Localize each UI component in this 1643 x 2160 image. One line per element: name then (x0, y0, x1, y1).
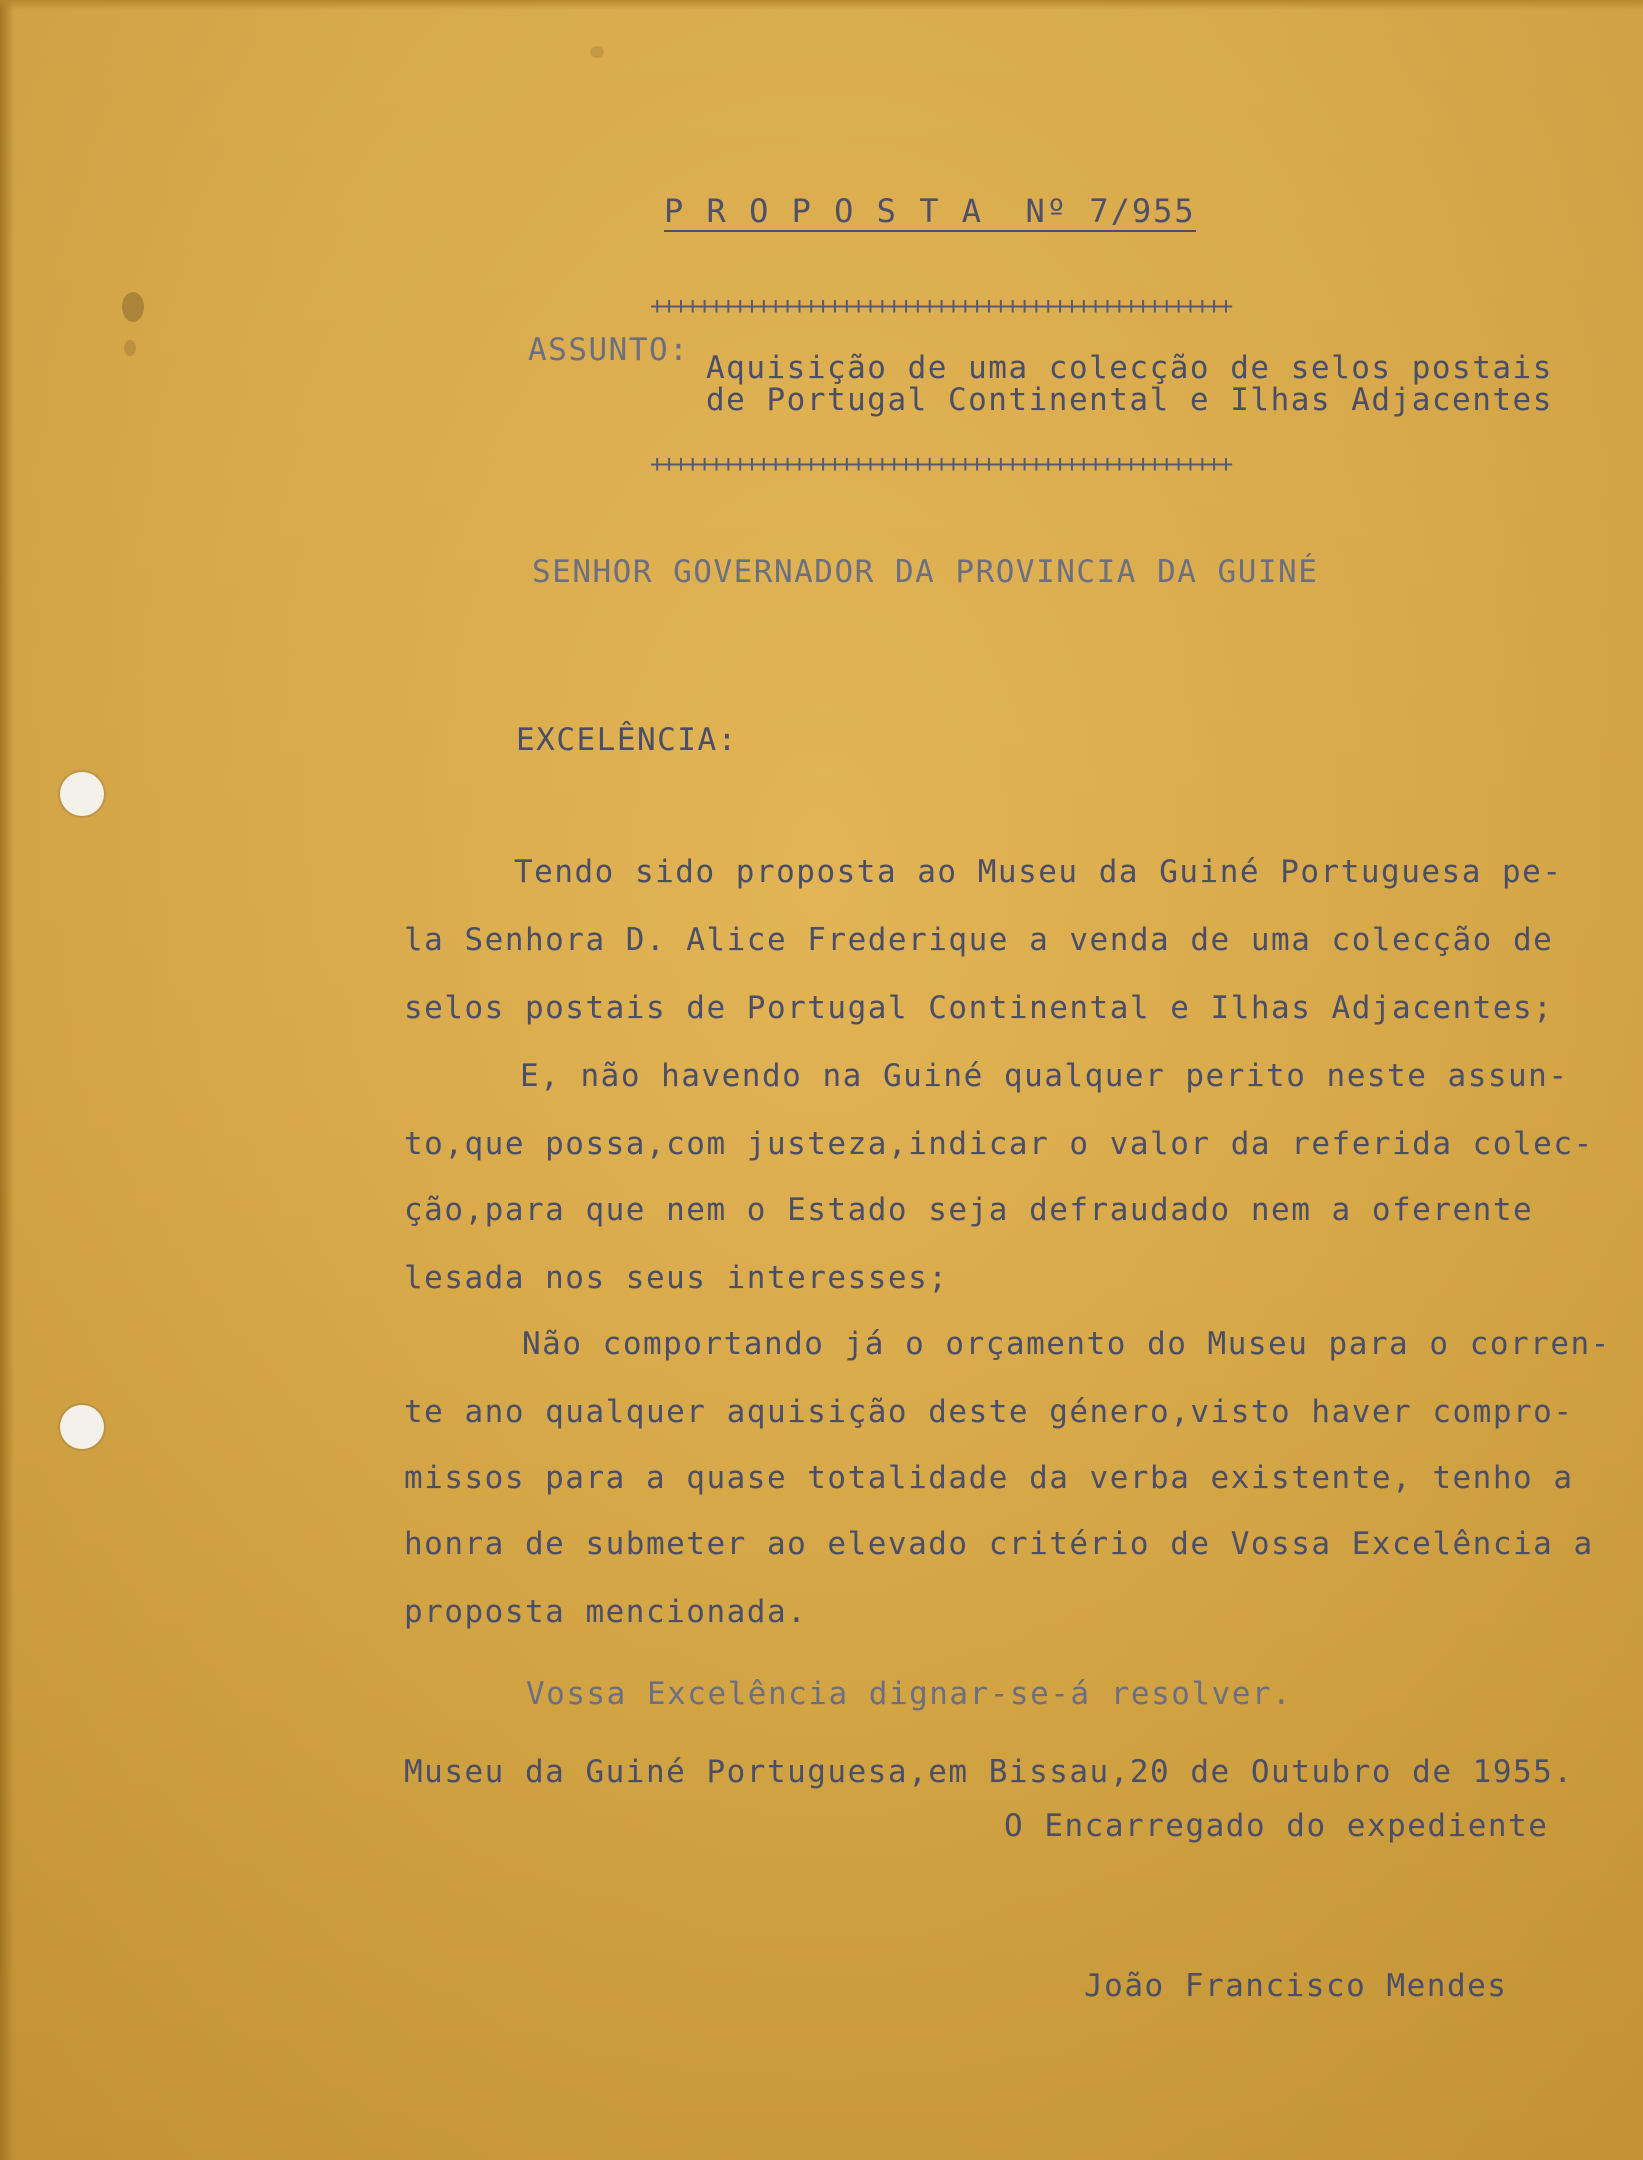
body-line: E, não havendo na Guiné qualquer perito neste assun- (520, 1058, 1569, 1094)
body-line: missos para a quase totalidade da verba existente, tenho a (404, 1460, 1574, 1496)
salutation: EXCELÊNCIA: (516, 722, 738, 758)
punch-hole-top (60, 772, 104, 816)
subject-line-1: Aquisição de uma colecção de selos postais (706, 350, 1553, 386)
paper-smudge (590, 46, 604, 58)
body-line: la Senhora D. Alice Frederique a venda de uma colecção de (404, 922, 1554, 958)
punch-hole-bottom (60, 1405, 104, 1449)
body-line: to,que possa,com justeza,indicar o valor da referida colec- (404, 1126, 1594, 1162)
body-line: honra de submeter ao elevado critério de Vossa Excelência a (404, 1526, 1594, 1562)
separator-bottom: +++++++++++++++++++++++++++++++++++++++++++++++++ (650, 450, 1231, 478)
place-and-date: Museu da Guiné Portuguesa,em Bissau,20 de Outubro de 1955. (404, 1754, 1574, 1790)
closing-formula: Vossa Excelência dignar-se-á resolver. (526, 1676, 1293, 1712)
separator-top: +++++++++++++++++++++++++++++++++++++++++++++++++ (650, 292, 1231, 320)
body-line: lesada nos seus interesses; (404, 1260, 949, 1296)
body-line: selos postais de Portugal Continental e Ilhas Adjacentes; (404, 990, 1554, 1026)
paper-top-edge (0, 0, 1643, 10)
paper-smudge (124, 340, 136, 356)
subject-label: ASSUNTO: (528, 332, 690, 368)
body-line: te ano qualquer aquisição deste género,visto haver compro- (404, 1394, 1574, 1430)
body-line: ção,para que nem o Estado seja defraudado nem a oferente (404, 1192, 1534, 1228)
paper-smudge (122, 292, 144, 322)
paper-edge-shadow (0, 0, 14, 2160)
body-line: Não comportando já o orçamento do Museu para o corren- (522, 1326, 1611, 1362)
proposal-title: P R O P O S T A Nº 7/955 (664, 192, 1196, 230)
subject-line-2: de Portugal Continental e Ilhas Adjacentes (706, 382, 1553, 418)
signatory-title: O Encarregado do expediente (1004, 1808, 1549, 1844)
body-line: Tendo sido proposta ao Museu da Guiné Portuguesa pe- (514, 854, 1563, 890)
signatory-name: João Francisco Mendes (1084, 1968, 1508, 2004)
addressee: SENHOR GOVERNADOR DA PROVINCIA DA GUINÉ (532, 554, 1319, 590)
body-line: proposta mencionada. (404, 1594, 808, 1630)
